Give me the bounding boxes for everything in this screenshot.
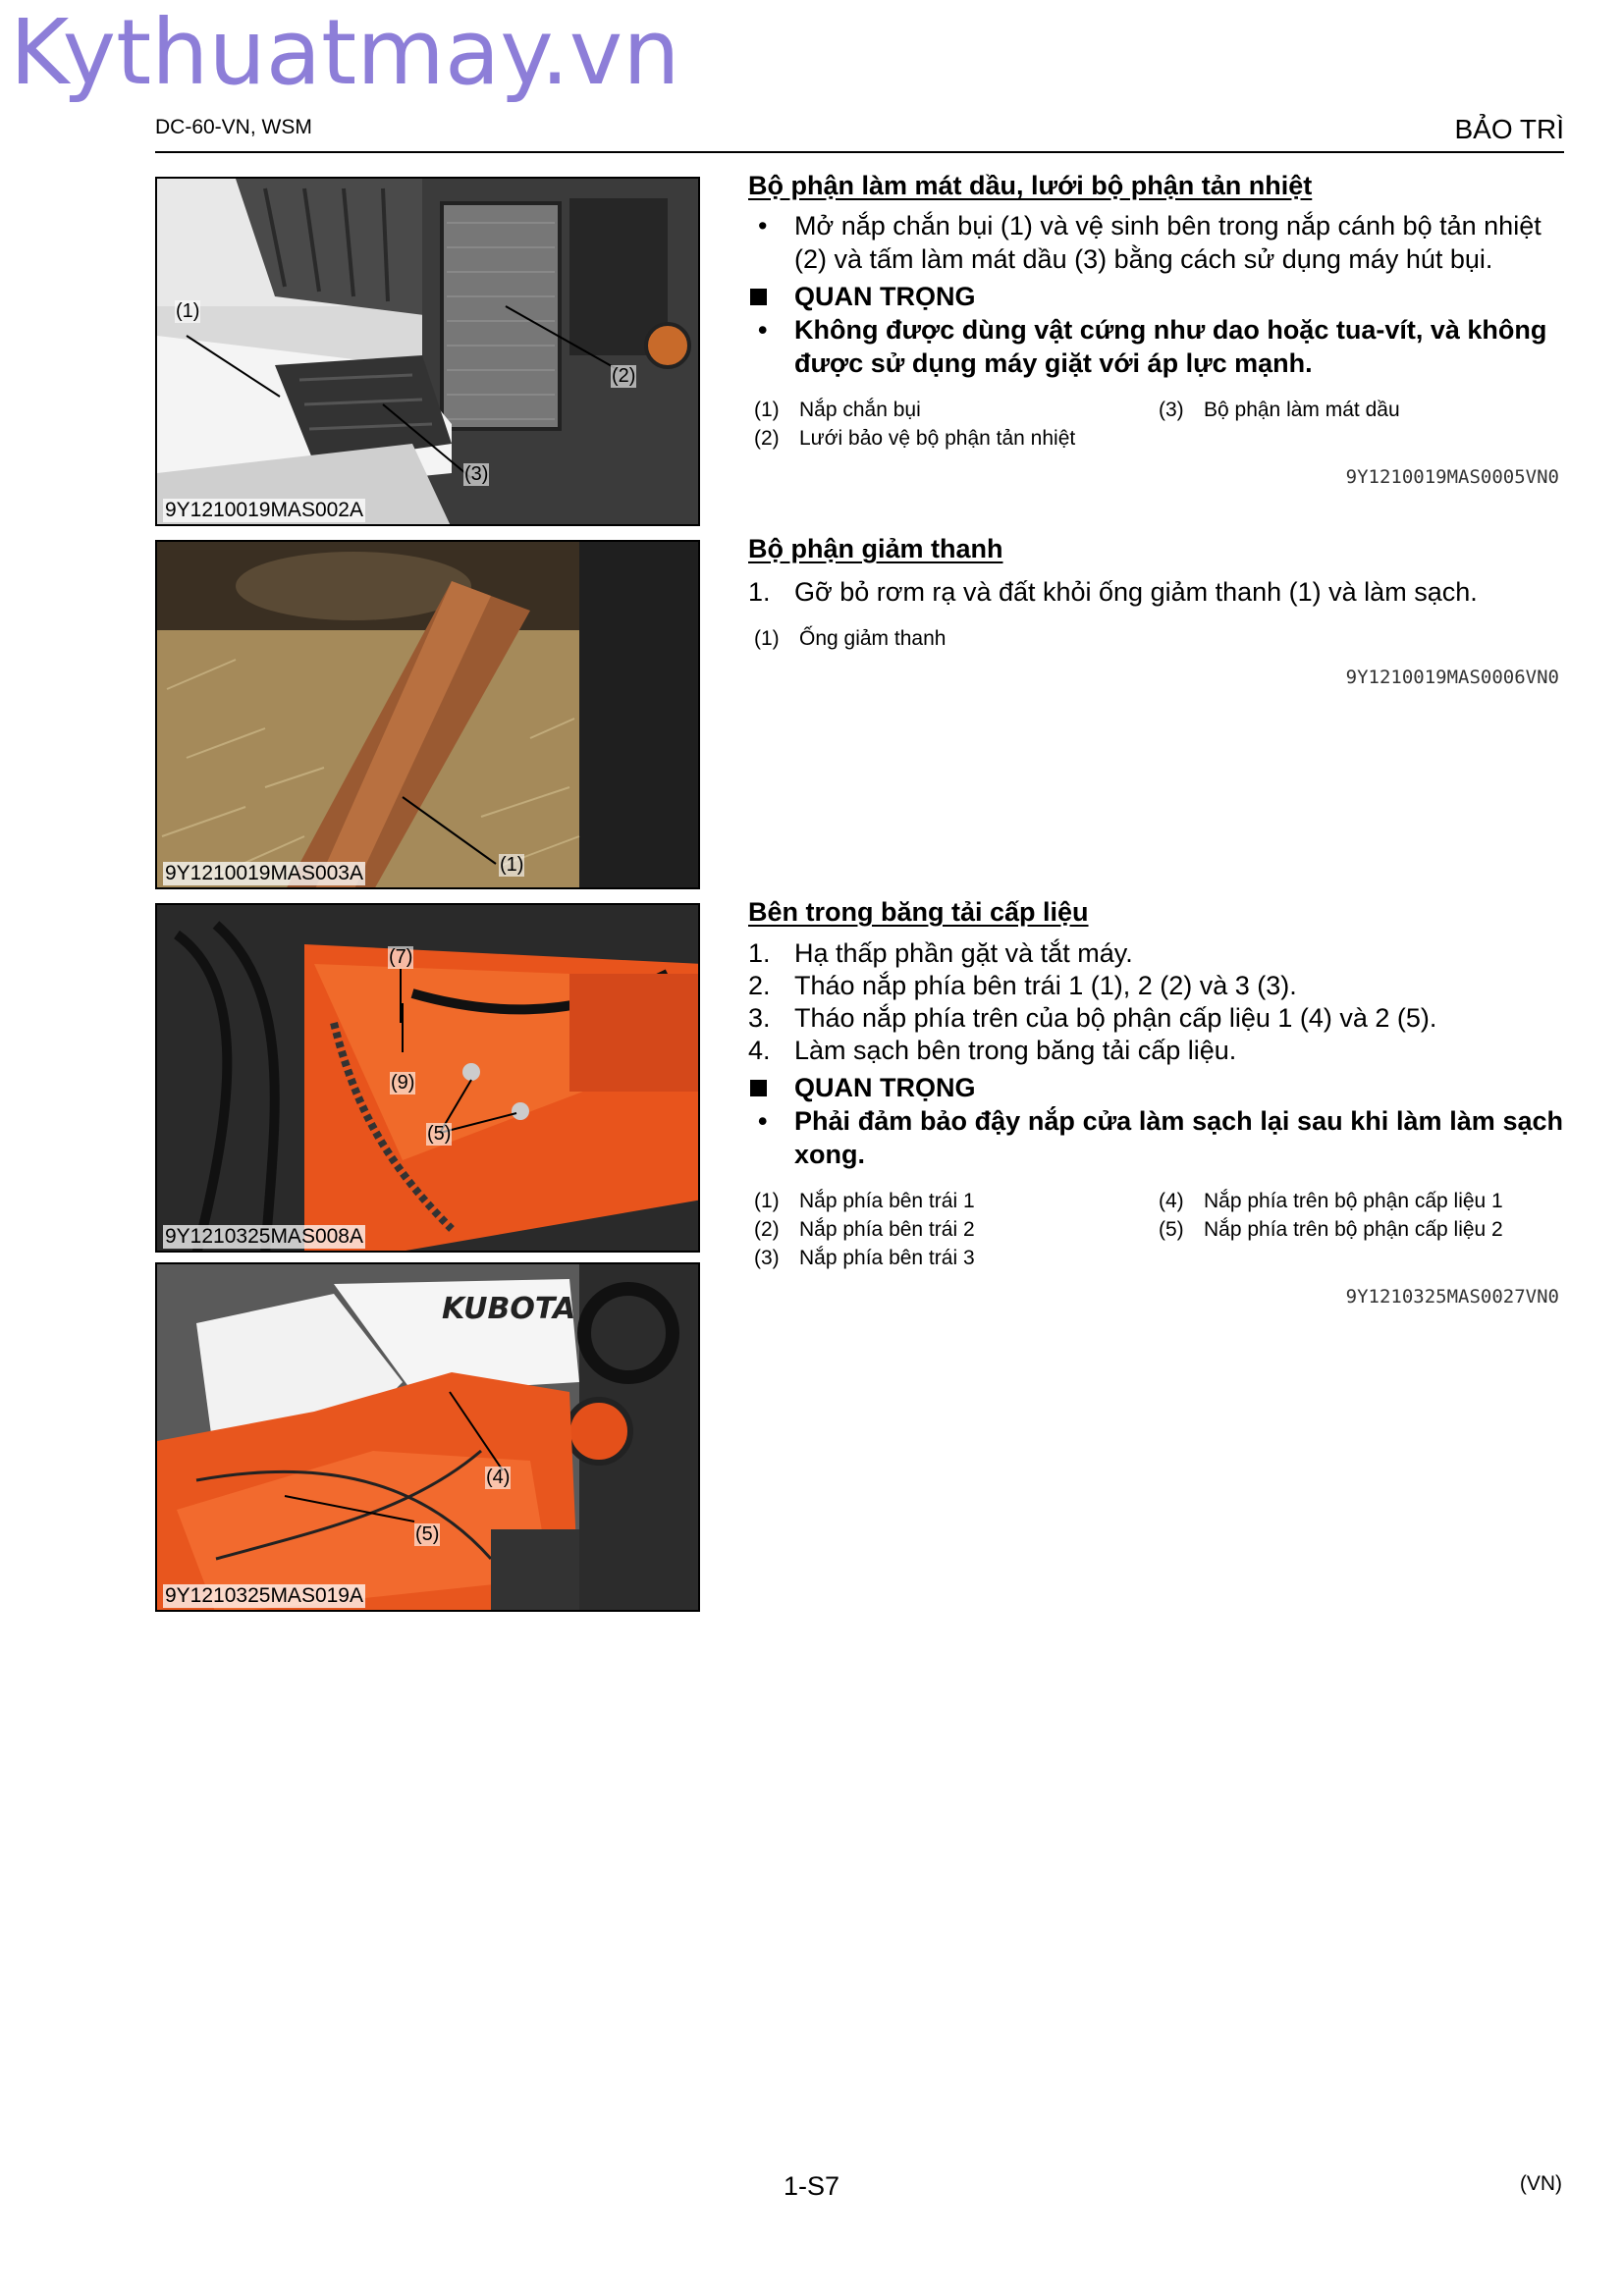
legend — [748, 624, 1563, 653]
important-text: • Không được dùng vật cứng như dao hoặc tua-vít, và không được sử dụng máy giặt với áp lực mạnh. — [758, 315, 1547, 378]
legend-item: (1) Ống giảm thanh — [754, 627, 947, 650]
callout-3: (3) — [464, 463, 489, 485]
photo-muffler-illustration — [157, 542, 700, 889]
section-feeder-conveyor — [748, 897, 1563, 1308]
kubota-logo: KUBOTA — [442, 1292, 576, 1326]
callout-5: (5) — [415, 1523, 440, 1545]
legend-item: (3) Bộ phận làm mát dầu — [1159, 399, 1400, 421]
step-item: 2. Tháo nắp phía bên trái 1 (1), 2 (2) và 3 (3). — [748, 971, 1297, 1000]
step-item: 3. Tháo nắp phía trên của bộ phận cấp liệu 1 (4) và 2 (5). — [748, 1003, 1437, 1033]
important-heading: QUAN TRỌNG — [748, 1071, 1563, 1104]
legend — [748, 1187, 1563, 1272]
step-item: 1. Hạ thấp phần gặt và tắt máy. — [748, 938, 1133, 968]
callout-1: (1) — [176, 300, 200, 322]
legend-item: (4) Nắp phía trên bộ phận cấp liệu 1 — [1159, 1190, 1503, 1212]
callout-4: (4) — [486, 1467, 511, 1488]
square-bullet-icon — [750, 1080, 767, 1096]
section-oil-cooler — [748, 171, 1563, 488]
photo-feeder-covers-illustration — [157, 1264, 700, 1612]
legend-item: (1) Nắp phía bên trái 1 — [754, 1190, 975, 1212]
legend-item: (1) Nắp chắn bụi — [754, 399, 921, 421]
callout-2: (2) — [612, 365, 636, 387]
section-title: Bộ phận làm mát dầu, lưới bộ phận tản nhiệt — [748, 171, 1313, 200]
callout-7: (7) — [389, 946, 413, 968]
important-heading: QUAN TRỌNG — [748, 280, 1563, 313]
doc-code: 9Y1210019MAS0005VN0 — [1345, 466, 1559, 488]
photo-feeder-covers — [155, 1262, 700, 1612]
square-bullet-icon — [750, 289, 767, 305]
photo-oil-cooler — [155, 177, 700, 526]
language-code: (VN) — [1519, 2172, 1562, 2195]
legend-item: (3) Nắp phía bên trái 3 — [754, 1247, 975, 1269]
photo-oil-cooler-illustration — [157, 179, 700, 526]
callout-9: (9) — [391, 1072, 415, 1094]
section-title: Bên trong băng tải cấp liệu — [748, 897, 1089, 927]
bullet-item: • Mở nắp chắn bụi (1) và vệ sinh bên trong nắp cánh bộ tản nhiệt (2) và tấm làm mát dầu (3) bằng cách sử dụng máy hút bụi. — [758, 211, 1542, 274]
photo-code: 9Y1210019MAS002A — [165, 499, 363, 521]
section-title: Bộ phận giảm thanh — [748, 534, 1003, 563]
header-chapter: BẢO TRÌ — [1454, 114, 1564, 144]
section-muffler — [748, 534, 1563, 688]
photo-feeder-conveyor — [155, 903, 700, 1253]
photo-code: 9Y1210325MAS008A — [165, 1225, 363, 1248]
legend — [748, 396, 1563, 453]
photo-code: 9Y1210325MAS019A — [165, 1584, 363, 1607]
header-doc-id: DC-60-VN, WSM — [155, 116, 312, 138]
watermark: Kythuatmay.vn — [10, 0, 680, 105]
callout-1: (1) — [500, 854, 524, 876]
legend-item: (2) Lưới bảo vệ bộ phận tản nhiệt — [754, 427, 1076, 450]
header-rule — [155, 151, 1564, 153]
legend-item: (2) Nắp phía bên trái 2 — [754, 1218, 975, 1241]
page-number: 1-S7 — [783, 2171, 840, 2201]
doc-code: 9Y1210019MAS0006VN0 — [1345, 667, 1559, 688]
callout-5: (5) — [427, 1123, 452, 1145]
legend-item: (5) Nắp phía trên bộ phận cấp liệu 2 — [1159, 1218, 1503, 1241]
step-item: 4. Làm sạch bên trong băng tải cấp liệu. — [748, 1036, 1237, 1065]
important-text: • Phải đảm bảo đậy nắp cửa làm sạch lại sau khi làm làm sạch xong. — [758, 1106, 1563, 1169]
doc-code: 9Y1210325MAS0027VN0 — [1345, 1286, 1559, 1308]
photo-feeder-illustration — [157, 905, 700, 1253]
step-item: 1. Gỡ bỏ rơm rạ và đất khỏi ống giảm thanh (1) và làm sạch. — [748, 577, 1478, 607]
photo-muffler — [155, 540, 700, 889]
photo-code: 9Y1210019MAS003A — [165, 862, 363, 884]
